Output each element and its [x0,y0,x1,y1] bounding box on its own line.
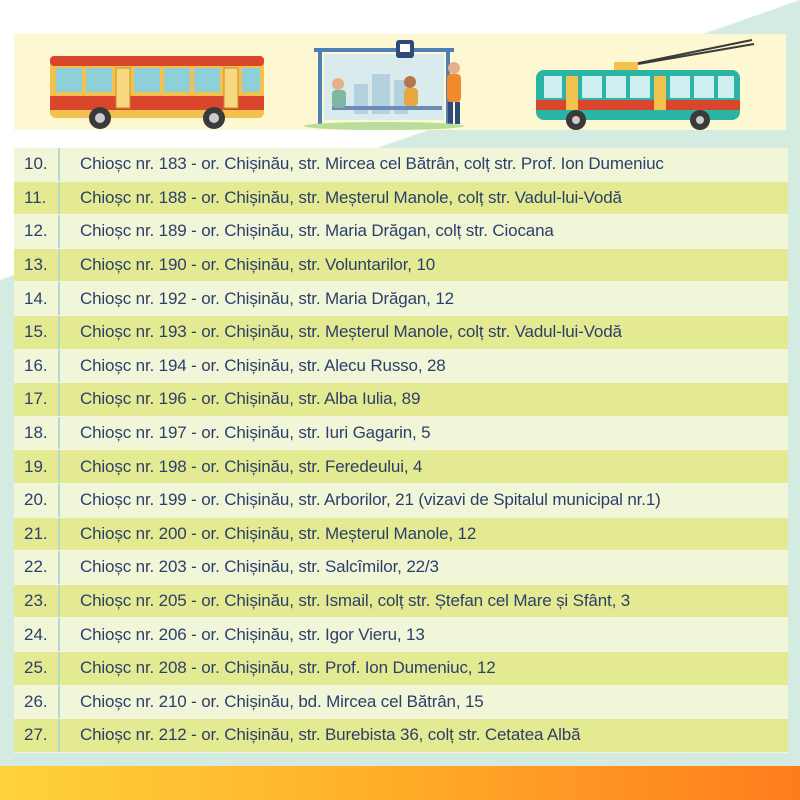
column-divider [58,148,60,181]
column-divider [58,551,60,584]
kiosk-address: Chioșc nr. 198 - or. Chișinău, str. Feredeului, 4 [80,456,423,476]
column-divider [58,417,60,450]
column-divider [58,585,60,618]
kiosk-address: Chioșc nr. 189 - or. Chișinău, str. Maria Drăgan, colț str. Ciocana [80,221,554,241]
bus-stop-icon [304,40,464,130]
row-number: 23. [24,591,48,611]
trolleybus-icon [536,40,754,130]
kiosk-address: Chioșc nr. 210 - or. Chișinău, bd. Mircea cel Bătrân, 15 [80,691,484,711]
column-divider [58,383,60,416]
row-number: 19. [24,456,48,476]
row-number: 10. [24,154,48,174]
table-row [14,215,788,249]
column-divider [58,686,60,719]
kiosk-address: Chioșc nr. 212 - or. Chișinău, str. Burebista 36, colț str. Cetatea Albă [80,725,581,745]
row-number: 15. [24,322,48,342]
header-illustration [14,34,786,130]
kiosk-address: Chioșc nr. 188 - or. Chișinău, str. Meșterul Manole, colț str. Vadul-lui-Vodă [80,187,622,207]
column-divider [58,316,60,349]
row-number: 11. [24,187,47,207]
table-row [14,383,788,417]
table-row [14,686,788,720]
kiosk-address: Chioșc nr. 200 - or. Chișinău, str. Meșterul Manole, 12 [80,523,477,543]
table-row [14,585,788,619]
bus-icon [50,56,264,129]
table-row [14,719,788,753]
kiosk-address: Chioșc nr. 206 - or. Chișinău, str. Igor Vieru, 13 [80,624,425,644]
table-row [14,417,788,451]
table-row [14,249,788,283]
kiosk-list-table [14,148,788,753]
row-number: 26. [24,691,48,711]
row-number: 22. [24,557,48,577]
table-row [14,282,788,316]
row-number: 20. [24,490,48,510]
table-row [14,551,788,585]
kiosk-address: Chioșc nr. 194 - or. Chișinău, str. Alecu Russo, 28 [80,355,446,375]
row-number: 14. [24,288,48,308]
table-row [14,618,788,652]
table-row [14,350,788,384]
table-row [14,316,788,350]
kiosk-address: Chioșc nr. 196 - or. Chișinău, str. Alba Iulia, 89 [80,389,421,409]
kiosk-address: Chioșc nr. 199 - or. Chișinău, str. Arborilor, 21 (vizavi de Spitalul municipal nr.1) [80,490,661,510]
row-number: 24. [24,624,48,644]
column-divider [58,215,60,248]
row-number: 12. [24,221,48,241]
kiosk-address: Chioșc nr. 205 - or. Chișinău, str. Ismail, colț str. Ștefan cel Mare și Sfânt, 3 [80,591,631,611]
table-row [14,652,788,686]
table-row [14,182,788,216]
kiosk-address: Chioșc nr. 197 - or. Chișinău, str. Iuri Gagarin, 5 [80,423,431,443]
row-number: 16. [24,355,48,375]
table-row [14,518,788,552]
column-divider [58,618,60,651]
kiosk-address: Chioșc nr. 190 - or. Chișinău, str. Voluntarilor, 10 [80,255,436,275]
kiosk-address: Chioșc nr. 203 - or. Chișinău, str. Salcîmilor, 22/3 [80,557,439,577]
bottom-gradient-bar [0,766,800,800]
kiosk-address: Chioșc nr. 193 - or. Chișinău, str. Meșterul Manole, colț str. Vadul-lui-Vodă [80,322,622,342]
table-row [14,450,788,484]
column-divider [58,652,60,685]
kiosk-address: Chioșc nr. 208 - or. Chișinău, str. Prof. Ion Dumeniuc, 12 [80,658,496,678]
row-number: 27. [24,725,48,745]
kiosk-address: Chioșc nr. 183 - or. Chișinău, str. Mircea cel Bătrân, colț str. Prof. Ion Dumeniuc [80,154,664,174]
column-divider [58,484,60,517]
table-row [14,484,788,518]
row-number: 25. [24,658,48,678]
column-divider [58,182,60,215]
row-number: 13. [24,255,48,275]
column-divider [58,282,60,315]
column-divider [58,249,60,282]
column-divider [58,450,60,483]
row-number: 18. [24,423,48,443]
table-row [14,148,788,182]
kiosk-address: Chioșc nr. 192 - or. Chișinău, str. Maria Drăgan, 12 [80,288,454,308]
column-divider [58,350,60,383]
column-divider [58,719,60,752]
row-number: 21. [24,523,48,543]
column-divider [58,518,60,551]
row-number: 17. [24,389,48,409]
